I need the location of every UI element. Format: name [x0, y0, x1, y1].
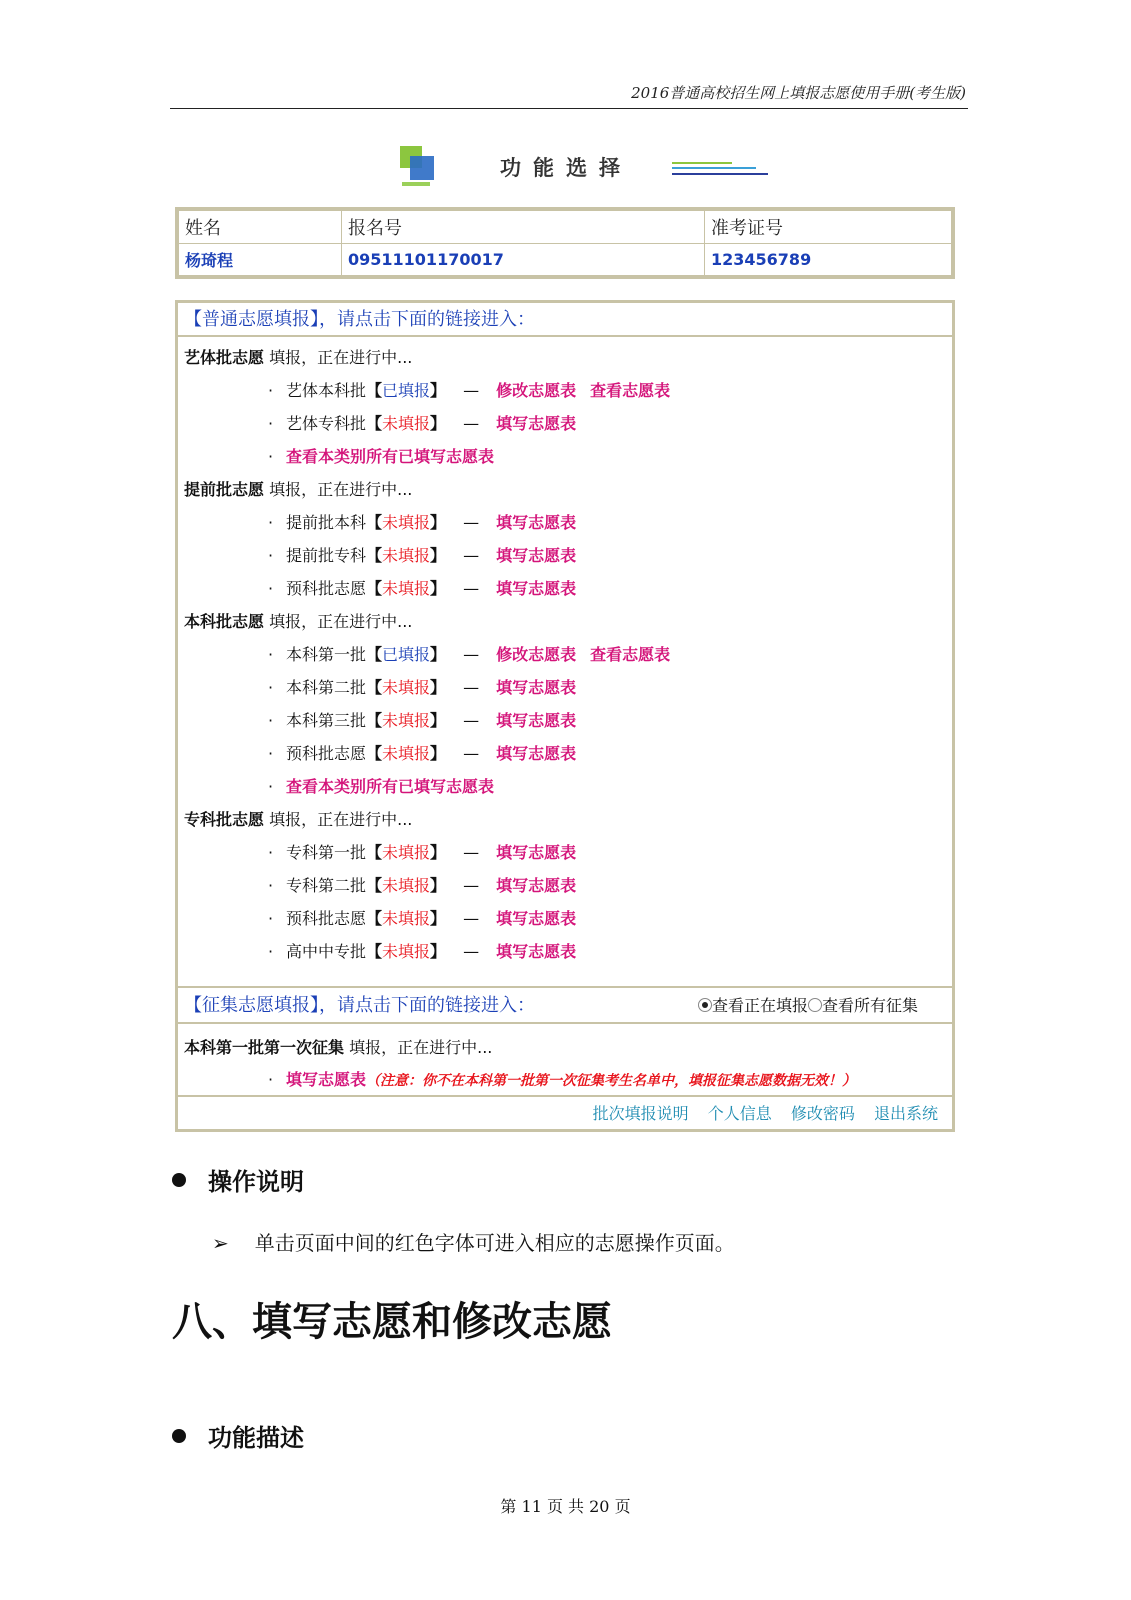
- list-item: · 预科批志愿【未填报】 — 填写志愿表: [268, 744, 577, 763]
- cubes-logo-icon: [396, 144, 436, 190]
- list-item: · 查看本类别所有已填写志愿表: [268, 777, 495, 796]
- student-name: 杨琦程: [179, 244, 342, 276]
- collect-filter-radios: 查看正在填报 查看所有征集: [698, 988, 918, 1024]
- normal-volunteer-heading: 【普通志愿填报】，请点击下面的链接进入：: [178, 303, 952, 337]
- fill-form-link[interactable]: 填写志愿表: [496, 678, 577, 697]
- list-item: · 本科第三批【未填报】 — 填写志愿表: [268, 711, 577, 730]
- ops-heading: 操作说明: [172, 1162, 304, 1197]
- view-all-link[interactable]: 查看本类别所有已填写志愿表: [286, 777, 495, 796]
- panel-footer: [178, 1095, 952, 1129]
- ops-description: ➢ 单击页面中间的红色字体可进入相应的志愿操作页面。: [212, 1231, 735, 1255]
- collect-volunteer-heading: 【征集志愿填报】，请点击下面的链接进入： 查看正在填报 查看所有征集: [178, 986, 952, 1024]
- fill-form-link[interactable]: 填写志愿表: [496, 546, 577, 565]
- fill-form-link[interactable]: 填写志愿表: [496, 909, 577, 928]
- page-number: 第 11 页 共 20 页: [500, 1497, 631, 1516]
- status-badge: 未填报: [382, 678, 431, 697]
- collect-warning: （注意：你不在本科第一批第一次征集考生名单中，填报征集志愿数据无效！）: [366, 1073, 857, 1089]
- list-item: · 艺体本科批【已填报】 — 修改志愿表 查看志愿表: [268, 381, 671, 400]
- func-desc-heading: 功能描述: [172, 1418, 304, 1453]
- list-item: · 专科第二批【未填报】 — 填写志愿表: [268, 876, 577, 895]
- volunteer-panel: [175, 300, 955, 1132]
- page-header: [170, 80, 968, 109]
- category-junior: 专科批志愿 填报，正在进行中...: [184, 810, 413, 829]
- status-badge: 未填报: [382, 579, 431, 598]
- section-title: 八、填写志愿和修改志愿: [172, 1299, 612, 1345]
- name-header: 姓名: [179, 211, 342, 244]
- status-badge: 未填报: [382, 513, 431, 532]
- function-select-label: 功能选择: [500, 156, 632, 180]
- list-item: · 提前批专科【未填报】 — 填写志愿表: [268, 546, 577, 565]
- list-item: · 填写志愿表（注意：你不在本科第一批第一次征集考生名单中，填报征集志愿数据无效！）: [268, 1070, 857, 1089]
- list-item: · 预科批志愿【未填报】 — 填写志愿表: [268, 909, 577, 928]
- fill-form-link[interactable]: 填写志愿表: [496, 876, 577, 895]
- list-item: · 提前批本科【未填报】 — 填写志愿表: [268, 513, 577, 532]
- document-title: 2016普通高校招生网上填报志愿使用手册(考生版): [631, 84, 966, 102]
- list-item: · 查看本类别所有已填写志愿表: [268, 447, 495, 466]
- edit-form-link[interactable]: 修改志愿表: [496, 381, 577, 400]
- edit-form-link[interactable]: 修改志愿表: [496, 645, 577, 664]
- category-arts: 艺体批志愿 填报，正在进行中...: [184, 348, 413, 367]
- personal-info-link[interactable]: 个人信息: [707, 1104, 772, 1123]
- status-badge: 未填报: [382, 942, 431, 961]
- arrow-bullet-icon: ➢: [212, 1231, 229, 1255]
- status-badge: 已填报: [382, 381, 431, 400]
- status-badge: 未填报: [382, 843, 431, 862]
- status-badge: 未填报: [382, 711, 431, 730]
- view-all-link[interactable]: 查看本类别所有已填写志愿表: [286, 447, 495, 466]
- fill-form-link[interactable]: 填写志愿表: [286, 1070, 367, 1089]
- status-badge: 未填报: [382, 876, 431, 895]
- fill-form-link[interactable]: 填写志愿表: [496, 513, 577, 532]
- list-item: · 本科第二批【未填报】 — 填写志愿表: [268, 678, 577, 697]
- bullet-icon: [172, 1173, 186, 1187]
- list-item: · 专科第一批【未填报】 — 填写志愿表: [268, 843, 577, 862]
- radio-current[interactable]: [698, 998, 712, 1012]
- function-select-title: [396, 144, 776, 190]
- registration-number: 09511101170017: [342, 244, 705, 276]
- status-badge: 未填报: [382, 744, 431, 763]
- admission-ticket-number: 123456789: [705, 244, 952, 276]
- category-collect: 本科第一批第一次征集 填报，正在进行中...: [184, 1038, 493, 1057]
- category-early: 提前批志愿 填报，正在进行中...: [184, 480, 413, 499]
- radio-all[interactable]: [808, 998, 822, 1012]
- fill-form-link[interactable]: 填写志愿表: [496, 942, 577, 961]
- logout-link[interactable]: 退出系统: [873, 1104, 938, 1123]
- fill-form-link[interactable]: 填写志愿表: [496, 579, 577, 598]
- admission-ticket-header: 准考证号: [705, 211, 952, 244]
- list-item: · 艺体专科批【未填报】 — 填写志愿表: [268, 414, 577, 433]
- view-form-link[interactable]: 查看志愿表: [590, 381, 671, 400]
- fill-form-link[interactable]: 填写志愿表: [496, 744, 577, 763]
- student-info-table: [175, 207, 955, 279]
- status-badge: 未填报: [382, 909, 431, 928]
- list-item: · 预科批志愿【未填报】 — 填写志愿表: [268, 579, 577, 598]
- list-item: · 本科第一批【已填报】 — 修改志愿表 查看志愿表: [268, 645, 671, 664]
- bullet-icon: [172, 1429, 186, 1443]
- batch-instructions-link[interactable]: 批次填报说明: [592, 1104, 689, 1123]
- decorative-lines-icon: [672, 158, 768, 178]
- list-item: · 高中中专批【未填报】 — 填写志愿表: [268, 942, 577, 961]
- registration-number-header: 报名号: [342, 211, 705, 244]
- status-badge: 已填报: [382, 645, 431, 664]
- view-form-link[interactable]: 查看志愿表: [590, 645, 671, 664]
- category-undergrad: 本科批志愿 填报，正在进行中...: [184, 612, 413, 631]
- change-password-link[interactable]: 修改密码: [790, 1104, 855, 1123]
- fill-form-link[interactable]: 填写志愿表: [496, 711, 577, 730]
- fill-form-link[interactable]: 填写志愿表: [496, 414, 577, 433]
- status-badge: 未填报: [382, 546, 431, 565]
- status-badge: 未填报: [382, 414, 431, 433]
- fill-form-link[interactable]: 填写志愿表: [496, 843, 577, 862]
